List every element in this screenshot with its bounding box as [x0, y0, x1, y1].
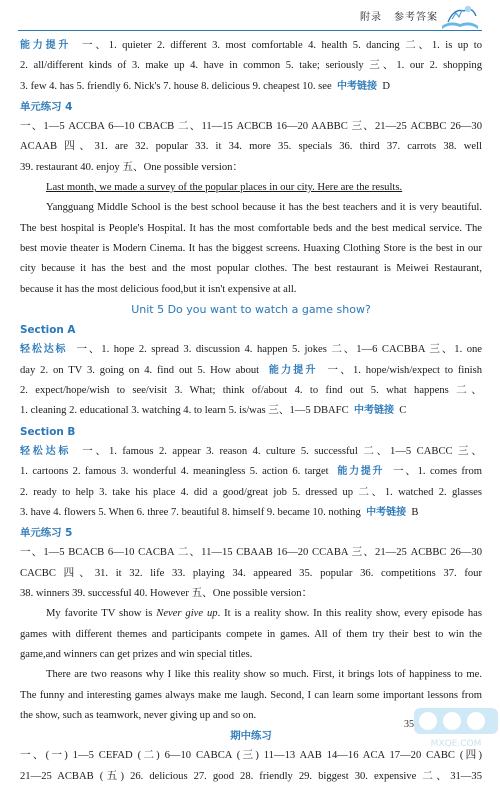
text-line: 2. all/different kinds of 3. make up 4. have in common 5. take; seriously 三、1. our 2. shopping [20, 60, 482, 72]
section-heading: 单元练习 4 [20, 100, 73, 113]
text-line: best movie theater is Modern Cinema. It has the biggest screens. Huaxing Clothing Store is the best in our [20, 242, 482, 254]
section-label: 能力提升 [337, 466, 385, 478]
text-line: because it has the most delicious food,but it isn't expensive at all. [20, 283, 297, 295]
text-line: 一、(一) 1—5 CEFAD (二) 6—10 CABCA (三) 11—13 AAB 14—16 ACA 17—20 CABC (四) [20, 750, 482, 762]
text-line: 3. have 4. flowers 5. When 6. three 7. beautiful 8. himself 9. became 10. nothing 中考链接 B [20, 506, 419, 518]
answer-content [20, 36, 482, 787]
text-line: day 2. on TV 3. going on 4. find out 5. How about 能力提升 一、1. hope/wish/expect to finish [20, 364, 482, 376]
text-line: 38. winners 39. successful 40. However 五、One possible version： [20, 588, 313, 600]
text-line: Last month, we made a survey of the popular places in our city. Here are the results. [46, 182, 403, 194]
text-line: My favorite TV show is Never give up. It is a reality show. In this reality show, every episode has [46, 608, 482, 620]
text-line: city because it has the best and the most popular clothes. The best restaurant is Meiwei Restaurant, [20, 263, 482, 275]
text-line: 轻松达标 一、1. hope 2. spread 3. discussion 4. happen 5. jokes 二、1—6 CACBBA 三、1. one [20, 344, 482, 356]
text-line: ACAAB 四、31. are 32. popular 33. it 34. more 35. specials 36. third 37. carrots 38. well [20, 141, 482, 153]
page-header [0, 0, 500, 34]
section-label: 中考链接 [337, 80, 378, 92]
text-line: 2. ready to help 3. take his place 4. did a good/great job 5. dressed up 二、1. watched 2. glasses [20, 486, 482, 498]
watermark-logo [408, 706, 500, 750]
section-label: 轻松达标 [20, 344, 68, 356]
section-heading: Section B [20, 425, 76, 438]
text-line: 一、1—5 BCACB 6—10 CACBA 二、11—15 CBAAB 16—20 CCABA 三、21—25 ACBBC 26—30 [20, 547, 482, 559]
text-line: 轻松达标 一、1. famous 2. appear 3. reason 4. culture 5. successful 二、1—5 CABCC 三、 [20, 445, 482, 457]
text-line: 1. cartoons 2. famous 3. wonderful 4. meaningless 5. action 6. target 能力提升 一、1. comes from [20, 466, 482, 478]
text-line: 39. restaurant 40. enjoy 五、One possible version： [20, 161, 244, 173]
text-line: 能力提升 一、1. quieter 2. different 3. most comfortable 4. health 5. dancing 二、1. is up to [20, 40, 482, 51]
header-rule [18, 30, 482, 31]
text-line: CACBC 四、31. it 32. life 33. playing 34. appeared 35. popular 36. competitions 37. four [20, 567, 482, 579]
section-heading: 单元练习 5 [20, 527, 73, 540]
header-answers: 参考答案 [394, 12, 438, 23]
section-label: 能力提升 [268, 364, 318, 376]
unit-title: Unit 5 Do you want to watch a game show? [131, 302, 371, 316]
text-line: games with different themes and participants compete in games. All of them try their best to win the [20, 628, 482, 640]
text-line: The best hospital is People's Hospital. It has the most comfortable beds and the best medical service. The [20, 222, 482, 234]
text-line: 21—25 ACBAB (五) 26. delicious 27. good 28. friendly 29. biggest 30. expensive 二、31—35 [20, 770, 482, 782]
text-line: 一、1—5 ACCBA 6—10 CBACB 二、11—15 ACBCB 16—20 AABBC 三、21—25 ACBBC 26—30 [20, 121, 482, 133]
text-line: game,and winners can get prizes and win special titles. [20, 648, 253, 660]
section-label: 中考链接 [353, 405, 394, 417]
text-line: 2. expect/hope/wish to see/visit 3. What; think of/about 4. to find out 5. what happens 二、 [20, 385, 482, 397]
section-heading: 期中练习 [230, 730, 272, 743]
section-heading: Section A [20, 324, 76, 337]
header-appendix: 附录 [360, 12, 382, 23]
text-line: the show, such as teamwork, never giving up and so on. [20, 709, 257, 721]
text-line: The funny and interesting games always make me laugh. Second, I can learn some important lessons from [20, 689, 482, 701]
section-label: 轻松达标 [20, 445, 72, 457]
header-title [348, 8, 438, 23]
text-line: Yangguang Middle School is the best school because it has the best teachers and it is very beautiful. [46, 202, 482, 214]
text-line: There are two reasons why I like this reality show so much. First, it brings lots of happiness to me. [46, 669, 482, 681]
svg-text:MXQE.COM: MXQE.COM [430, 739, 482, 749]
text-line: 1. cleaning 2. educational 3. watching 4. to learn 5. is/was 三、1—5 DBAFC 中考链接 C [20, 405, 407, 417]
section-label: 能力提升 [20, 40, 72, 51]
book-decoration-icon [438, 2, 482, 32]
text-line: 3. few 4. has 5. friendly 6. Nick's 7. house 8. delicious 9. cheapest 10. see 中考链接 D [20, 80, 390, 92]
section-label: 中考链接 [366, 506, 407, 518]
page-number: 35 [404, 719, 414, 730]
